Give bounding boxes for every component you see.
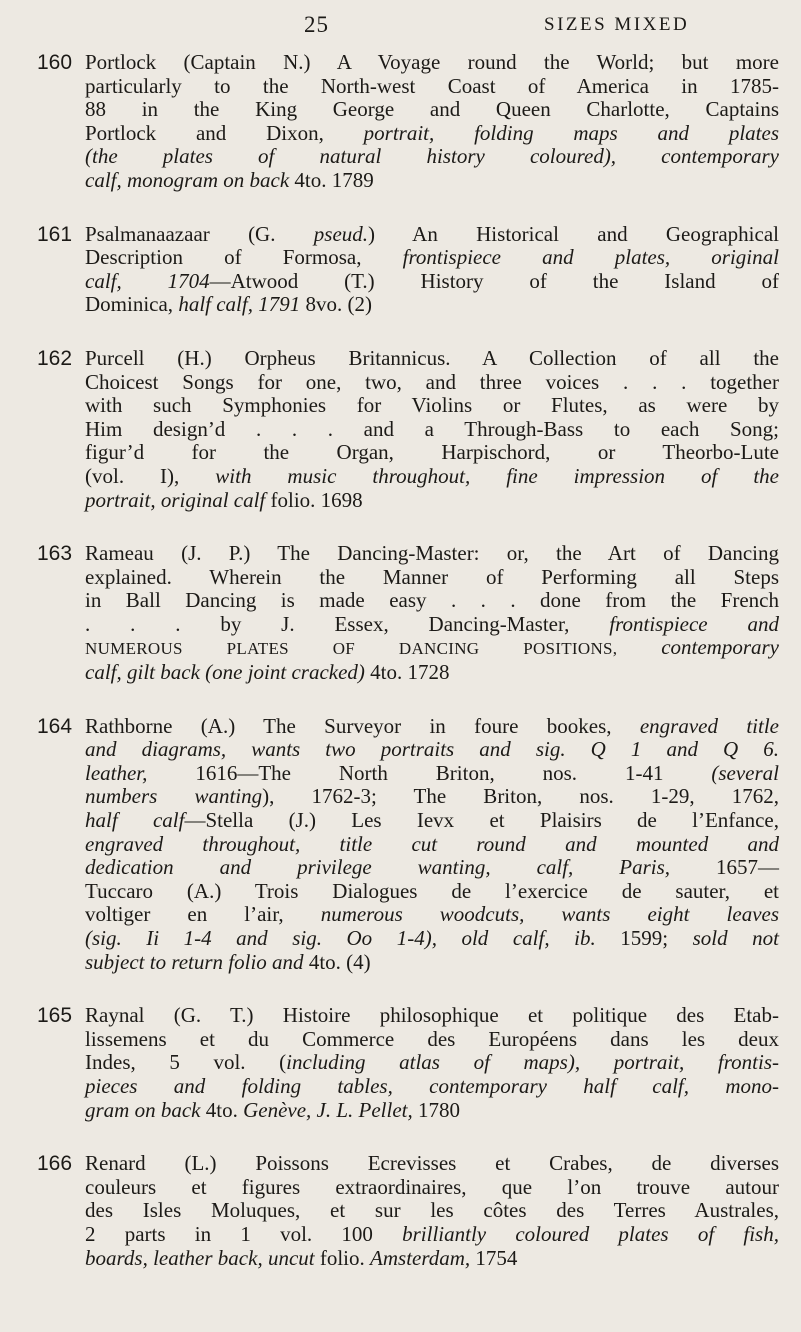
italic-text: dedication and privilege wanting, calf, Paris,	[85, 855, 671, 880]
description-line	[85, 833, 779, 857]
italic-text: including atlas of maps), portrait, frontis-	[286, 1050, 779, 1075]
lot-description	[85, 51, 779, 193]
text-run: Rathborne (A.) The Surveyor in foure bookes,	[85, 713, 640, 738]
description-line	[85, 809, 779, 833]
description-line	[85, 223, 779, 247]
description-line	[85, 441, 779, 465]
description-line	[85, 589, 779, 613]
text-run: Tuccaro (A.) Trois Dialogues de l’exercice de sauter, et	[85, 878, 779, 903]
italic-text: and diagrams, wants two portraits and sig. Q 1 and Q 6.	[85, 737, 779, 762]
text-run: voltiger en l’air,	[85, 902, 321, 927]
text-run: ) An Historical and Geographical	[368, 221, 779, 246]
italic-text: half calf	[85, 808, 185, 833]
text-run: . . . by J. Essex, Dancing-Master,	[85, 611, 610, 636]
description-line	[85, 1099, 779, 1123]
description-line	[85, 246, 779, 270]
description-line	[85, 270, 779, 294]
description-line	[85, 347, 779, 371]
italic-text: engraved throughout, title cut round and mounted and	[85, 831, 779, 856]
lot-number: 164	[37, 714, 73, 738]
description-line	[85, 880, 779, 904]
italic-text: calf, gilt back (one joint cracked)	[85, 660, 365, 685]
text-run: folio.	[314, 1245, 371, 1270]
text-run: (vol. I),	[85, 463, 216, 488]
description-line	[85, 371, 779, 395]
text-run: in Ball Dancing is made easy . . . done from the French	[85, 588, 779, 613]
text-run: 4to. 1789	[289, 167, 374, 192]
text-run: 8vo. (2)	[300, 292, 372, 317]
description-line	[85, 489, 779, 513]
lot-number: 161	[37, 222, 73, 246]
lot-description	[85, 1152, 779, 1270]
italic-text: portrait, original calf	[85, 487, 266, 512]
text-run: Him design’d . . . and a Through-Bass to each Song;	[85, 416, 779, 441]
text-run: Indes, 5 vol. (	[85, 1050, 287, 1075]
text-run: particularly to the North-west Coast of America in 1785-	[85, 73, 779, 98]
description-line	[85, 465, 779, 489]
description-line	[85, 613, 779, 637]
text-run: 2 parts in 1 vol. 100	[85, 1221, 403, 1246]
italic-text: contemporary	[661, 635, 779, 660]
text-run: —Stella (J.) Les Ievx et Plaisirs de l’Enfance,	[184, 808, 779, 833]
italic-text: (several	[711, 760, 780, 785]
italic-text: gram on back	[85, 1097, 201, 1122]
lot-number: 162	[37, 346, 73, 370]
text-run: figur’d for the Organ, Harpischord, or Theorbo-Lute	[85, 440, 779, 465]
description-line	[85, 1176, 779, 1200]
text-run: explained. Wherein the Manner of Performing all Steps	[85, 564, 779, 589]
italic-text: Genève, J. L. Pellet,	[243, 1097, 413, 1122]
text-run: couleurs et figures extraordinaires, que l’on trouve autour	[85, 1174, 779, 1199]
italic-text: subject to return	[85, 949, 224, 974]
lot-number: 166	[37, 1152, 73, 1176]
description-line	[85, 785, 779, 809]
description-line	[85, 903, 779, 927]
description-line	[85, 293, 779, 317]
text-run: 1657—	[670, 855, 779, 880]
text-run: 88 in the King George and Queen Charlotte, Captains	[85, 97, 779, 122]
italic-text: with music throughout, fine impression of the	[215, 463, 779, 488]
italic-text: (sig. Ii 1-4 and sig. Oo 1-4), old calf, ib.	[85, 926, 596, 950]
text-run: 4to.	[200, 1097, 244, 1122]
text-run: —Atwood (T.) History of the Island of	[209, 268, 779, 293]
description-line	[85, 75, 779, 99]
text-run: Renard (L.) Poissons Ecrevisses et Crabes, de diverses	[85, 1151, 779, 1176]
text-run: 1616—The North Briton, nos. 1-41	[195, 760, 712, 785]
running-head: SIZES MIXED	[544, 14, 690, 35]
text-run: Rameau (J. P.) The Dancing-Master: or, the Art of Dancing	[85, 541, 779, 566]
description-line	[85, 394, 779, 418]
italic-text: engraved title	[639, 713, 779, 738]
description-line	[85, 1028, 779, 1052]
description-line	[85, 169, 779, 193]
catalogue-entry	[0, 223, 801, 317]
text-run: Dominica,	[85, 292, 179, 317]
catalogue-entries	[0, 51, 801, 1300]
description-line	[85, 762, 779, 786]
text-run: 4to. 1728	[364, 660, 450, 685]
italic-text: frontispiece and plates, original	[402, 245, 779, 270]
lot-description	[85, 542, 779, 685]
text-run: Raynal (G. T.) Histoire philosophique et politique des Etab-	[85, 1003, 779, 1028]
page-header	[0, 8, 801, 48]
text-run: 1754	[470, 1245, 518, 1270]
description-line	[85, 122, 779, 146]
text-run: Portlock (Captain N.) A Voyage round the World; but more	[85, 50, 779, 74]
text-run: lissemens et du Commerce des Européens dans les deux	[85, 1026, 779, 1051]
catalogue-entry	[0, 347, 801, 512]
catalogue-entry	[0, 542, 801, 685]
italic-text: portrait, folding maps and plates	[363, 120, 780, 145]
text-run: Choicest Songs for one, two, and three voices . . . together	[85, 369, 779, 394]
description-line	[85, 1075, 779, 1099]
description-line	[85, 1199, 779, 1223]
italic-text: boards, leather back, uncut	[85, 1245, 315, 1270]
italic-text: numerous woodcuts, wants eight leaves	[320, 902, 780, 927]
catalogue-entry	[0, 715, 801, 975]
description-line	[85, 1247, 779, 1271]
text-run: 1599;	[595, 926, 693, 950]
lot-number: 165	[37, 1004, 73, 1028]
italic-text: calf, 1704	[85, 268, 210, 293]
description-line	[85, 51, 779, 75]
text-run: 4to. (4)	[303, 949, 371, 974]
text-run: Psalmanaazaar (G.	[85, 221, 314, 246]
italic-text: pseud.	[313, 221, 369, 246]
description-line	[85, 1152, 779, 1176]
description-line	[85, 636, 779, 661]
lot-number: 160	[37, 51, 73, 74]
text-run: Portlock and Dixon,	[85, 120, 364, 145]
description-line	[85, 566, 779, 590]
description-line	[85, 145, 779, 169]
catalogue-entry	[0, 1004, 801, 1122]
description-line	[85, 98, 779, 122]
text-run: des Isles Moluques, et sur les côtes des Terres Australes,	[85, 1198, 779, 1223]
text-run: ), 1762-3; The Briton, nos. 1-29, 1762,	[262, 784, 779, 809]
catalogue-entry	[0, 1152, 801, 1270]
description-line	[85, 418, 779, 442]
italic-text: leather,	[85, 760, 196, 785]
text-run: Purcell (H.) Orpheus Britannicus. A Collection of all the	[85, 345, 779, 370]
page-number: 25	[304, 12, 329, 37]
lot-description	[85, 1004, 779, 1122]
text-run: with such Symphonies for Violins or Flutes, as were by	[85, 393, 779, 418]
description-line	[85, 1004, 779, 1028]
description-line	[85, 738, 779, 762]
text-run: 1780	[412, 1097, 460, 1122]
italic-text: (the plates of natural history coloured), contemporary	[85, 144, 779, 169]
italic-text: frontispiece and	[609, 611, 779, 636]
text-run: NUMEROUS PLATES OF DANCING POSITIONS,	[85, 639, 662, 659]
text-run: Description of Formosa,	[85, 245, 403, 270]
italic-text: brilliantly coloured plates of fish,	[402, 1221, 779, 1246]
lot-description	[85, 223, 779, 317]
description-line	[85, 927, 779, 951]
description-line	[85, 715, 779, 739]
italic-text: pieces and folding tables, contemporary half calf, mono-	[85, 1073, 779, 1098]
text-run: folio. 1698	[265, 487, 363, 512]
description-line	[85, 951, 779, 975]
italic-text: sold not	[692, 926, 780, 950]
italic-text: half calf, 1791	[178, 292, 301, 317]
lot-number: 163	[37, 542, 73, 566]
lot-description	[85, 715, 779, 975]
description-line	[85, 1223, 779, 1247]
description-line	[85, 856, 779, 880]
description-line	[85, 542, 779, 566]
lot-description	[85, 347, 779, 512]
italic-text: folio and	[228, 949, 304, 974]
description-line	[85, 661, 779, 685]
catalogue-entry	[0, 51, 801, 193]
italic-text: Amsterdam,	[370, 1245, 471, 1270]
italic-text: numbers wanting	[85, 784, 263, 809]
description-line	[85, 1051, 779, 1075]
italic-text: calf, monogram on back	[85, 167, 290, 192]
